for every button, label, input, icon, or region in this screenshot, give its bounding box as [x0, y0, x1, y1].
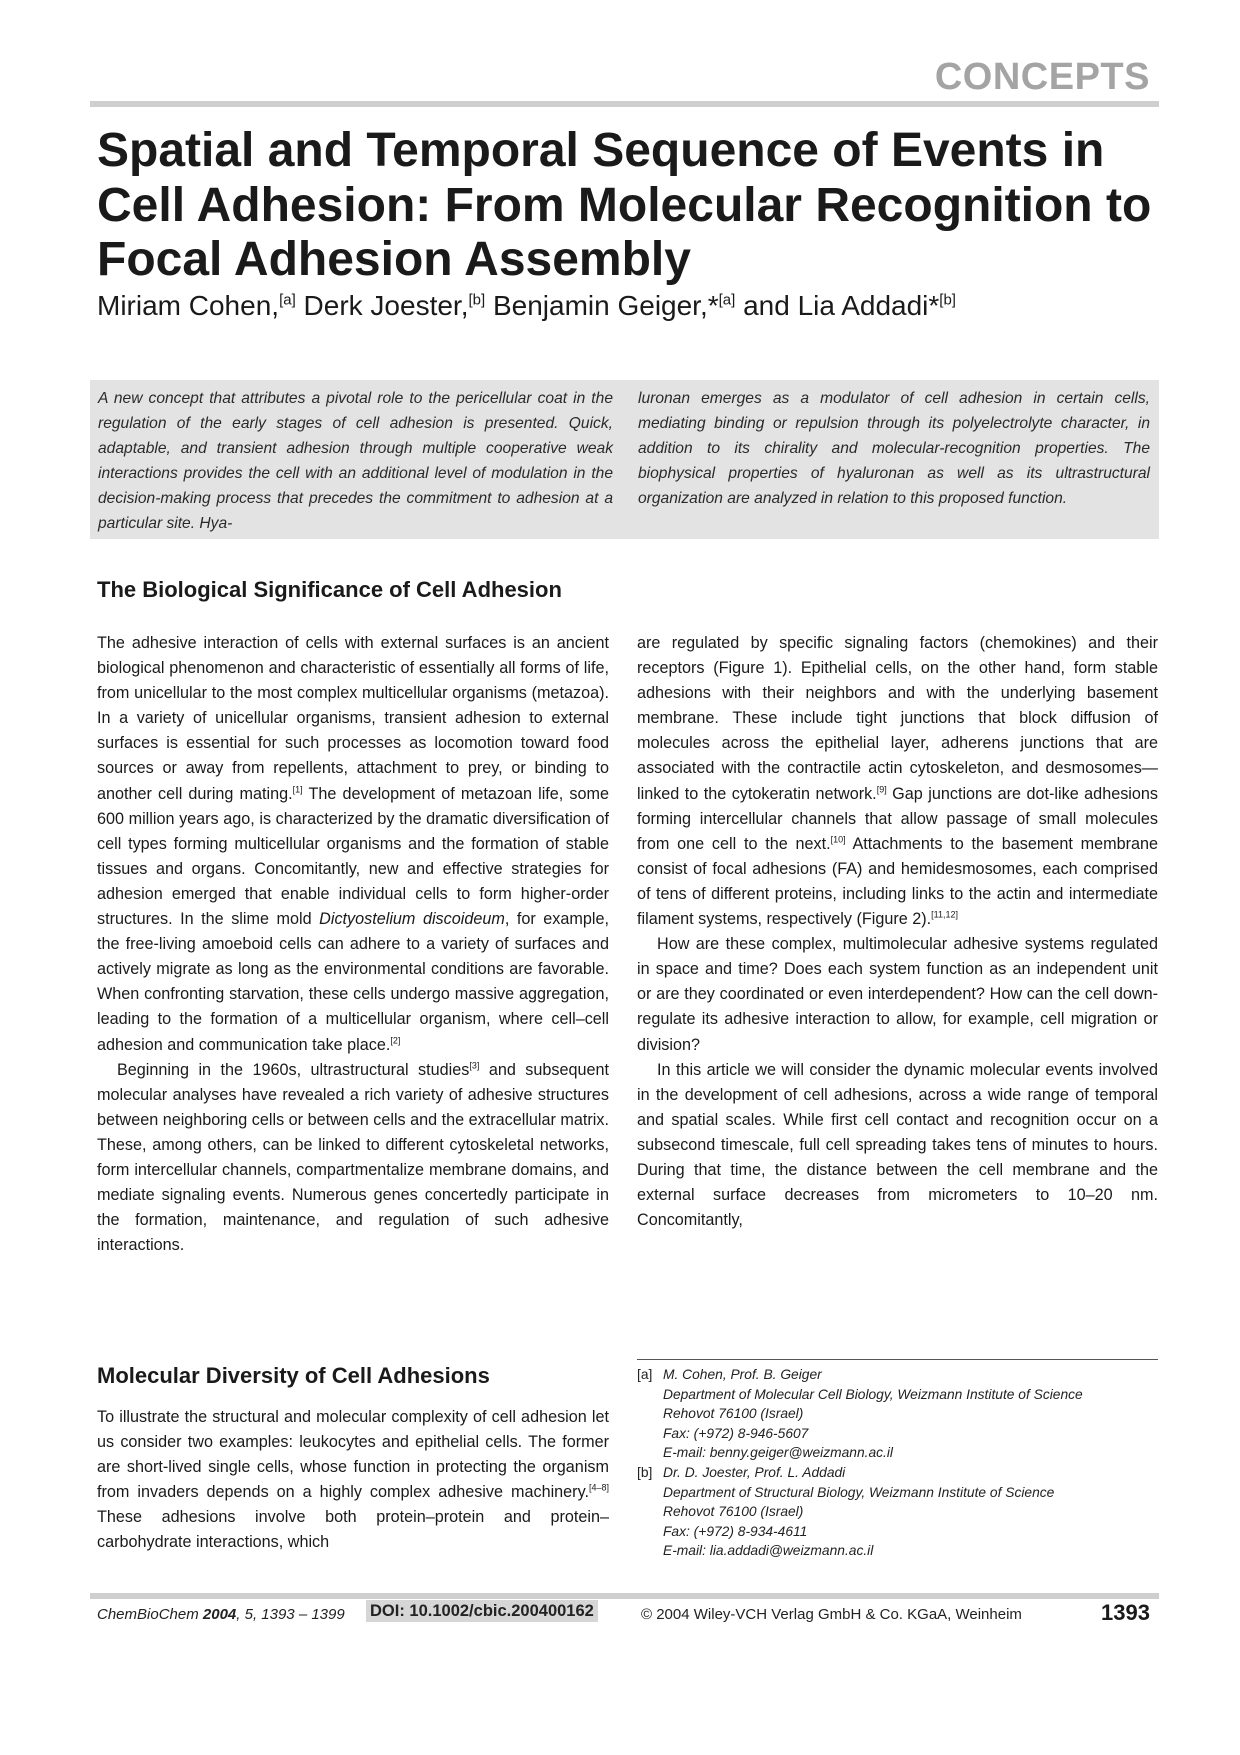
author-affiliation: [b] — [939, 291, 956, 309]
author-name: and Lia Addadi* — [735, 290, 940, 321]
section-heading-significance: The Biological Significance of Cell Adhesion — [97, 577, 562, 602]
doi-link[interactable]: DOI: 10.1002/cbic.200400162 — [366, 1600, 598, 1622]
journal-name: ChemBioChem — [97, 1606, 199, 1623]
journal-volume-pages: , 5, 1393 – 1399 — [236, 1606, 345, 1623]
bottom-rule — [90, 1593, 1159, 1599]
article-title: Spatial and Temporal Sequence of Events in Cell Adhesion: From Molecular Recognition to Focal Adhesion Assembly — [97, 124, 1152, 287]
top-rule — [90, 101, 1159, 107]
footnote-email[interactable]: E-mail: benny.geiger@weizmann.ac.il — [663, 1445, 893, 1461]
citation-ref: [10] — [830, 834, 846, 845]
body-text: Beginning in the 1960s, ultrastructural studies — [117, 1060, 470, 1079]
footnote-key: [b] — [637, 1464, 653, 1480]
body-text: How are these complex, multimolecular adhesive systems regulated in space and time? Does each system function as an independent unit or are they coordinated or even interdependent? How can the cell down-regulate its adhesive interaction to allow, for example, cell migration or division? — [637, 935, 1158, 1054]
footnote-line: Rehovot 76100 (Israel) — [663, 1504, 804, 1520]
section-heading-diversity: Molecular Diversity of Cell Adhesions — [97, 1363, 490, 1388]
paragraph — [97, 631, 609, 1058]
author-name: Benjamin Geiger,* — [485, 290, 719, 321]
author-name: Miriam Cohen, — [97, 290, 280, 321]
citation-ref: [4–8] — [588, 1482, 609, 1493]
paragraph — [97, 1058, 609, 1259]
body-text: Gap junctions are dot-like adhesions forming intercellular channels that allow passage of small molecules from one cell to the next. — [637, 784, 1158, 853]
footnote-line: Department of Structural Biology, Weizmann Institute of Science — [663, 1484, 1055, 1500]
paragraph — [97, 1405, 609, 1556]
right-column-body — [637, 631, 1158, 1233]
footnote-line: Dr. D. Joester, Prof. L. Addadi — [663, 1464, 846, 1480]
copyright: © 2004 Wiley-VCH Verlag GmbH & Co. KGaA, Weinheim — [641, 1606, 1022, 1623]
body-text: The adhesive interaction of cells with external surfaces is an ancient biological phenomenon and characteristic of essentially all forms of life, from unicellular to the most complex multicellular organisms (metazoa). In a variety of unicellular organisms, transient adhesion to external surfaces is essential for such processes as locomotion toward food sources or away from repellents, attachment to prey, or binding to another cell during mating. — [97, 634, 609, 803]
citation-ref: [11,12] — [931, 909, 959, 920]
citation-ref: [3] — [469, 1060, 480, 1071]
body-text: are regulated by specific signaling factors (chemokines) and their receptors (Figure 1). Epithelial cells, on the other hand, form stable adhesions with their neighbors and with the underlying basement membrane. These include tight junctions that block diffusion of molecules across the epithelial layer, adherens junctions that are associated with the contractile actin cytoskeleton, and desmosomes—linked to the cytokeratin network. — [637, 634, 1158, 803]
abstract-left-column: A new concept that attributes a pivotal role to the pericellular coat in the regulation of the early stages of cell adhesion is presented. Quick, adaptable, and transient adhesion through multiple cooperative weak interactions provides the cell with an additional level of modulation in the decision-making process that precedes the commitment to adhesion at a particular site. Hya- — [98, 390, 613, 532]
body-text: To illustrate the structural and molecular complexity of cell adhesion let us consider two examples: leukocytes and epithelial cells. The former are short-lived single cells, whose function in protecting the organism from invaders depends on a highly complex adhesive machinery. — [97, 1408, 609, 1502]
author-affiliation: [a] — [279, 291, 296, 309]
footnote-a — [637, 1365, 1157, 1463]
journal-citation — [97, 1606, 345, 1623]
citation-ref: [2] — [390, 1035, 401, 1046]
paragraph — [637, 1058, 1158, 1234]
body-text: Attachments to the basement membrane consist of focal adhesions (FA) and hemidesmosomes, each comprised of tens of different proteins, including links to the actin and intermediate filament systems, respectively (Figure 2). — [637, 834, 1158, 929]
body-text: , for example, the free-living amoeboid cells can adhere to a variety of surfaces and actively migrate as long as the environmental conditions are favorable. When confronting starvation, these cells undergo massive aggregation, leading to the formation of a multicellular organism, where cell–cell adhesion and communication take place. — [97, 910, 609, 1054]
footnote-key: [a] — [637, 1367, 653, 1382]
author-affiliation: [a] — [718, 291, 736, 309]
author-list — [97, 290, 956, 322]
species-name: Dictyostelium discoideum — [319, 910, 505, 929]
author-affiliation: [b] — [468, 291, 486, 309]
author-name: Derk Joester, — [295, 290, 469, 321]
footnote-line: Department of Molecular Cell Biology, Weizmann Institute of Science — [663, 1386, 1083, 1402]
left-column-body — [97, 631, 609, 1258]
citation-ref: [9] — [876, 784, 887, 795]
left-column-body-2 — [97, 1405, 609, 1556]
body-text: The development of metazoan life, some 600 million years ago, is characterized by the dramatic diversification of cell types forming multicellular organisms and the formation of stable tissues and organs. Concomitantly, new and effective strategies for adhesion emerged that enable individual cells to form higher-order structures. In the slime mold — [97, 784, 609, 929]
citation-ref: [1] — [292, 784, 303, 795]
footnote-email[interactable]: E-mail: lia.addadi@weizmann.ac.il — [663, 1543, 874, 1559]
paragraph — [637, 932, 1158, 1057]
footnote-rule — [637, 1359, 1158, 1360]
body-text: These adhesions involve both protein–protein and protein–carbohydrate interactions, which — [97, 1508, 609, 1552]
footnote-line: Fax: (+972) 8-934-4611 — [663, 1523, 808, 1539]
footnote-body — [663, 1365, 1083, 1463]
abstract-right-column: luronan emerges as a modulator of cell adhesion in certain cells, mediating binding or repulsion through its polyelectrolyte character, in addition to its chirality and molecular-recognition properties. The biophysical properties of hyaluronan as well as its ultrastructural organization are analyzed in relation to this proposed function. — [638, 390, 1150, 507]
footnote-line: Rehovot 76100 (Israel) — [663, 1406, 804, 1422]
affiliation-footnotes — [637, 1365, 1157, 1561]
body-text: In this article we will consider the dynamic molecular events involved in the development of cell adhesions, across a wide range of temporal and spatial scales. While first cell contact and recognition occur on a subsecond timescale, full cell spreading takes tens of minutes to hours. During that time, the distance between the cell membrane and the external surface decreases from micrometers to 10–20 nm. Concomitantly, — [637, 1060, 1158, 1230]
footnote-line: M. Cohen, Prof. B. Geiger — [663, 1367, 822, 1382]
body-text: and subsequent molecular analyses have revealed a rich variety of adhesive structures between neighboring cells or between cells and the extracellular matrix. These, among others, can be linked to different cytoskeletal networks, form intercellular channels, compartmentalize membrane domains, and mediate signaling events. Numerous genes concertedly participate in the formation, maintenance, and regulation of such adhesive interactions. — [97, 1060, 609, 1255]
doi-container — [366, 1602, 598, 1621]
page-number: 1393 — [1101, 1600, 1150, 1625]
footnote-body — [663, 1463, 1054, 1561]
section-label: CONCEPTS — [934, 56, 1150, 98]
footnote-b — [637, 1463, 1157, 1561]
paragraph — [637, 631, 1158, 932]
footnote-line: Fax: (+972) 8-946-5607 — [663, 1425, 809, 1441]
journal-year: 2004 — [202, 1606, 237, 1623]
